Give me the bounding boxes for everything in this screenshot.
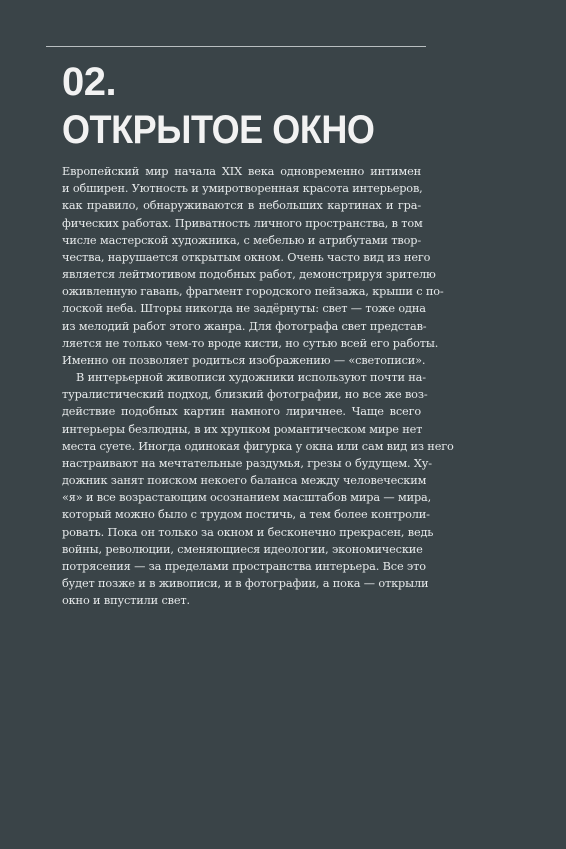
- body-line: как правило, обнаруживаются в небольших картинах и гра-: [62, 199, 421, 213]
- chapter-title: ОТКРЫТОЕ ОКНО: [62, 108, 375, 152]
- body-line: и обширен. Уютность и умиротворенная красота интерьеров,: [62, 182, 423, 196]
- body-line: чества, нарушается открытым окном. Очень часто вид из него: [62, 250, 431, 264]
- body-line: В интерьерной живописи художники используют почти на-: [76, 371, 426, 385]
- body-line: является лейтмотивом подобных работ, демонстрируя зрителю: [62, 268, 436, 282]
- body-line: Европейский мир начала XIX века одновременно интимен: [62, 165, 421, 178]
- chapter-body: [62, 163, 454, 609]
- body-line: будет позже и в живописи, и в фотографии, а пока — открыли: [62, 577, 429, 591]
- body-line: лоской неба. Шторы никогда не задёрнуты: свет — тоже одна: [62, 302, 426, 316]
- chapter-number: 02.: [62, 60, 117, 104]
- body-line: ляется не только чем-то вроде кисти, но сутью всей его работы.: [62, 336, 439, 350]
- body-line: Именно он позволяет родиться изображению — «светописи».: [62, 353, 426, 367]
- body-line: оживленную гавань, фрагмент городского пейзажа, крыши с по-: [62, 285, 444, 299]
- top-rule: [46, 46, 426, 47]
- body-line: фических работах. Приватность личного пространства, в том: [62, 216, 423, 230]
- body-line: числе мастерской художника, с мебелью и атрибутами твор-: [62, 233, 421, 247]
- body-line: места суете. Иногда одинокая фигурка у окна или сам вид из него: [62, 439, 454, 453]
- body-line: потрясения — за пределами пространства интерьера. Все это: [62, 559, 426, 573]
- body-line: интерьеры безлюдны, в их хрупком романтическом мире нет: [62, 422, 423, 436]
- body-line: настраивают на мечтательные раздумья, грезы о будущем. Ху-: [62, 456, 432, 470]
- body-line: окно и впустили свет.: [62, 594, 190, 608]
- body-line: ровать. Пока он только за окном и бесконечно прекрасен, ведь: [62, 525, 434, 539]
- body-line: дожник занят поиском некоего баланса между человеческим: [62, 474, 427, 488]
- chapter-heading: [62, 58, 409, 154]
- body-line: из мелодий работ этого жанра. Для фотографа свет представ-: [62, 319, 427, 333]
- body-line: действие подобных картин намного лиричнее. Чаще всего: [62, 405, 421, 419]
- body-line: который можно было с трудом постичь, а тем более контроли-: [62, 508, 430, 522]
- body-line: «я» и все возрастающим осознанием масштабов мира — мира,: [62, 491, 432, 505]
- body-line: войны, революции, сменяющиеся идеологии, экономические: [62, 542, 423, 556]
- body-line: туралистический подход, близкий фотографии, но все же воз-: [62, 388, 428, 402]
